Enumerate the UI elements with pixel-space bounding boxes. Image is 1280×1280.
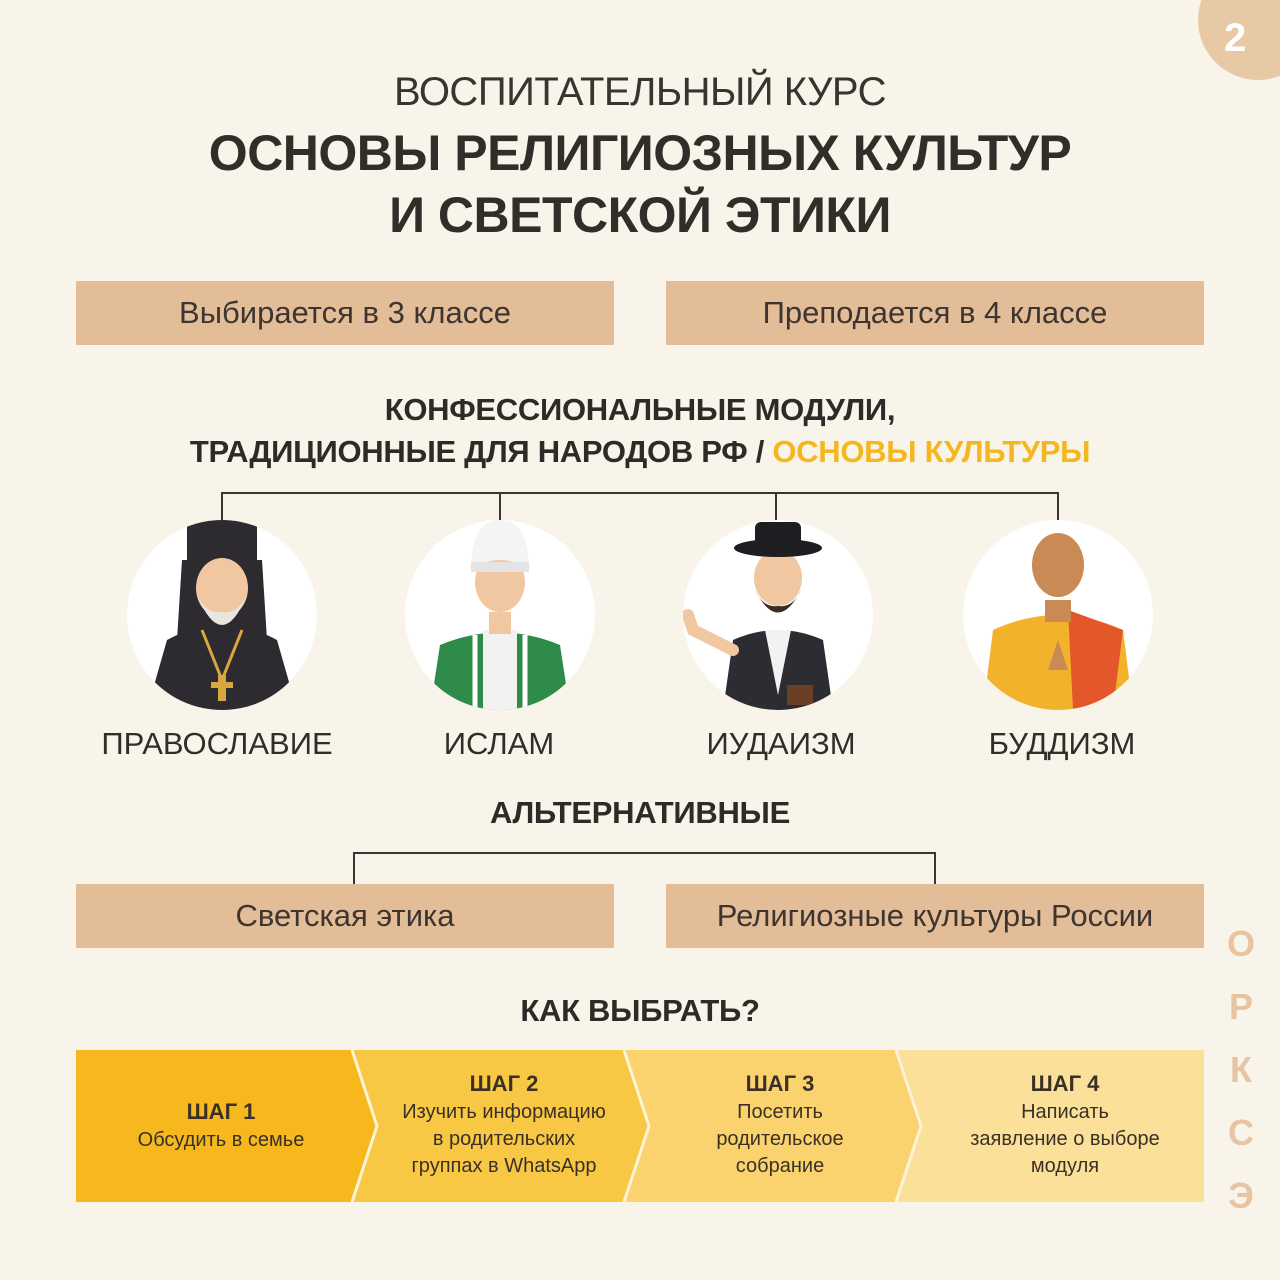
course-title-line2: И СВЕТСКОЙ ЭТИКИ <box>389 187 891 243</box>
step-4-line2: заявление о выборе <box>970 1128 1160 1150</box>
step-4-line3: модуля <box>1030 1155 1100 1177</box>
alternative-tick-1 <box>353 852 355 884</box>
confessional-heading <box>0 392 1280 470</box>
step-2 <box>376 1070 632 1180</box>
module-label-orthodoxy: ПРАВОСЛАВИЕ <box>101 726 333 761</box>
connector-tick-3 <box>775 492 777 522</box>
module-label-judaism: ИУДАИЗМ <box>706 726 856 761</box>
step-2-line1: Изучить информацию <box>402 1101 606 1123</box>
course-title-line1: ОСНОВЫ РЕЛИГИОЗНЫХ КУЛЬТУР <box>208 125 1072 181</box>
confessional-heading-accent: ОСНОВЫ КУЛЬТУРЫ <box>772 434 1091 469</box>
step-3-line3: собрание <box>735 1155 825 1177</box>
alt-module-religious-cultures: Религиозные культуры России <box>666 884 1204 948</box>
module-label-islam: ИСЛАМ <box>443 726 555 761</box>
how-to-choose-heading: КАК ВЫБРАТЬ? <box>520 993 760 1028</box>
confessional-heading-text: ТРАДИЦИОННЫЕ ДЛЯ НАРОДОВ РФ / <box>189 434 765 469</box>
side-letter-1: О <box>1226 923 1255 964</box>
step-3-line2: родительское <box>716 1128 844 1150</box>
side-acronym <box>1226 912 1256 1227</box>
side-letter-5: Э <box>1228 1175 1254 1216</box>
connector-tick-2 <box>499 492 501 522</box>
buddhist-monk-icon <box>963 520 1153 710</box>
alternative-connector-line <box>353 852 936 854</box>
side-letter-2: Р <box>1228 986 1253 1027</box>
connector-tick-1 <box>221 492 223 522</box>
step-2-line3: группах в WhatsApp <box>411 1155 597 1177</box>
step-1-text: Обсудить в семье <box>137 1129 305 1151</box>
course-pre-title: ВОСПИТАТЕЛЬНЫЙ КУРС <box>393 70 887 114</box>
orthodox-priest-icon <box>127 520 317 710</box>
module-label-buddhism: БУДДИЗМ <box>988 726 1136 761</box>
course-title <box>0 122 1280 246</box>
step-3 <box>654 1070 906 1180</box>
connector-tick-4 <box>1057 492 1059 522</box>
side-letter-3: К <box>1230 1049 1252 1090</box>
step-1-title: ШАГ 1 <box>186 1099 256 1124</box>
step-2-line2: в родительских <box>432 1128 576 1150</box>
step-4-title: ШАГ 4 <box>1030 1071 1100 1096</box>
imam-icon <box>405 520 595 710</box>
rabbi-icon <box>683 520 873 710</box>
step-4 <box>936 1070 1194 1180</box>
confessional-heading-line2 <box>0 434 1280 470</box>
page-number-badge <box>1198 0 1280 80</box>
step-2-title: ШАГ 2 <box>469 1071 539 1096</box>
step-3-title: ШАГ 3 <box>745 1071 815 1096</box>
steps-bar <box>76 1050 1204 1202</box>
step-4-line1: Написать <box>1021 1101 1109 1123</box>
confessional-heading-line1: КОНФЕССИОНАЛЬНЫЕ МОДУЛИ, <box>384 392 896 427</box>
alt-module-secular-ethics: Светская этика <box>76 884 614 948</box>
info-box-taught: Преподается в 4 классе <box>666 281 1204 345</box>
side-letter-4: С <box>1228 1112 1254 1153</box>
step-1 <box>96 1098 346 1154</box>
alternative-heading: АЛЬТЕРНАТИВНЫЕ <box>489 795 790 830</box>
alternative-tick-2 <box>934 852 936 884</box>
info-box-chosen: Выбирается в 3 классе <box>76 281 614 345</box>
step-3-line1: Посетить <box>737 1101 823 1123</box>
modules-connector-line <box>221 492 1059 494</box>
page-number: 2 <box>1224 16 1247 60</box>
